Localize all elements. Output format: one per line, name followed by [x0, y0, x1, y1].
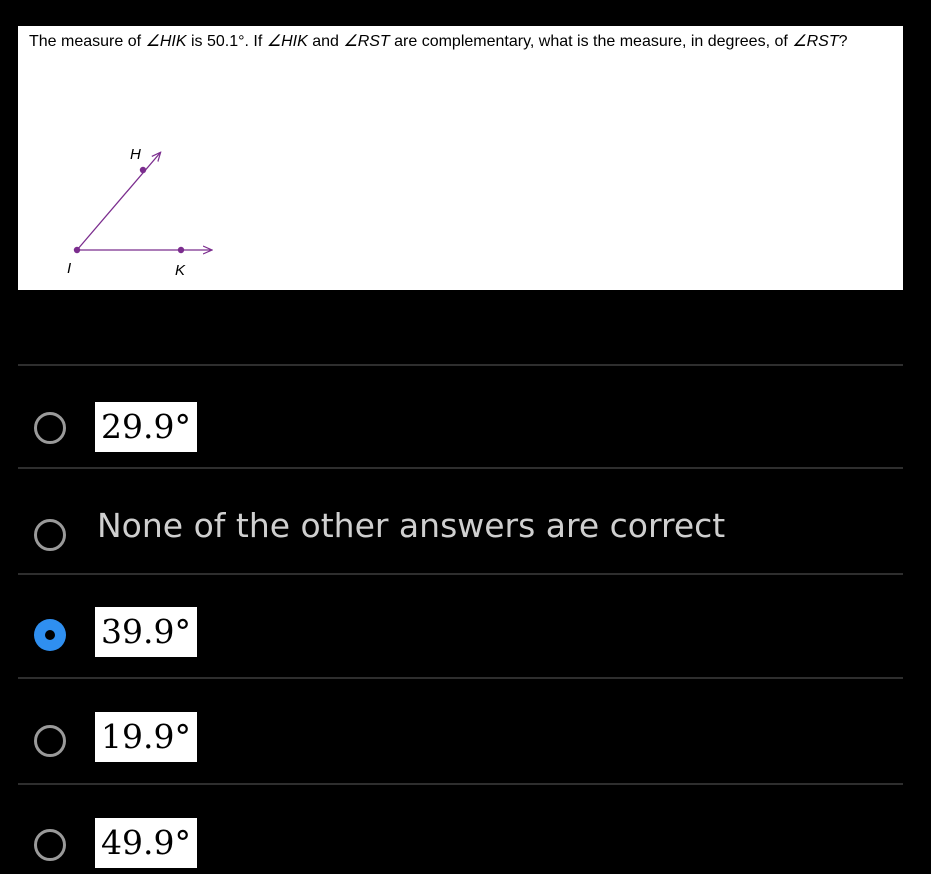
answer-option-1[interactable] [18, 398, 903, 458]
answer-value: 19.9° [95, 712, 197, 762]
angle-rst-label: ∠RST [792, 33, 839, 50]
divider [18, 467, 903, 469]
radio-selected-icon[interactable] [34, 619, 66, 651]
point-h [140, 167, 146, 173]
question-part-5: ? [838, 33, 848, 50]
answer-option-3[interactable] [18, 604, 903, 664]
radio-dot [45, 630, 55, 640]
radio-unselected-icon[interactable] [34, 829, 66, 861]
question-part-2: is 50.1°. If [186, 33, 267, 50]
label-h: H [130, 146, 141, 163]
point-k [178, 247, 184, 253]
radio-unselected-icon[interactable] [34, 725, 66, 757]
angle-hik-label: ∠HIK [266, 33, 308, 50]
divider [18, 364, 903, 366]
question-part-4: are complementary, what is the measure, in degrees, of [389, 33, 793, 50]
answer-text: None of the other answers are correct [97, 506, 726, 545]
angle-hik-label: ∠HIK [145, 33, 187, 50]
divider [18, 677, 903, 679]
label-k: K [175, 262, 186, 279]
answer-value: 29.9° [95, 402, 197, 452]
question-card [18, 26, 903, 290]
question-part-3: and [307, 33, 344, 50]
radio-unselected-icon[interactable] [34, 519, 66, 551]
angle-figure [18, 26, 278, 290]
divider [18, 783, 903, 785]
divider [18, 573, 903, 575]
ray-ih [77, 153, 160, 250]
question-part-1: The measure of [29, 33, 146, 50]
answer-value: 39.9° [95, 607, 197, 657]
radio-unselected-icon[interactable] [34, 412, 66, 444]
label-i: I [67, 260, 72, 277]
answer-value: 49.9° [95, 818, 197, 868]
answer-option-2[interactable] [18, 503, 903, 563]
angle-rst-label: ∠RST [343, 33, 390, 50]
answer-option-5[interactable] [18, 814, 903, 874]
point-i [74, 247, 80, 253]
answer-option-4[interactable] [18, 709, 903, 769]
